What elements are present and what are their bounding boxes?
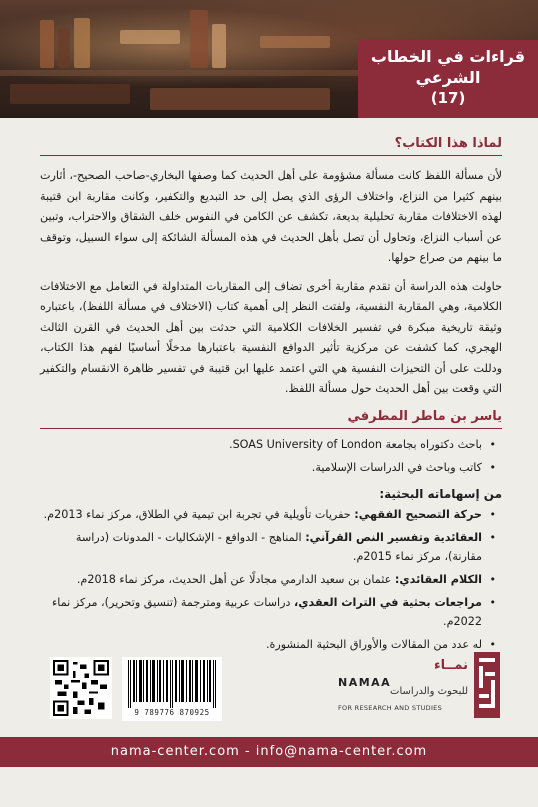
qr-code bbox=[50, 657, 112, 719]
publisher-name-ar: نمــاء bbox=[433, 658, 468, 673]
main-content bbox=[40, 132, 502, 658]
contributions-heading: من إسهاماته البحثية: bbox=[379, 486, 502, 501]
publisher-subtitle-en: FOR RESEARCH AND STUDIES bbox=[338, 704, 443, 712]
list-item: • العقائدية وتفسير النص القرآني: المناهج - الدوافع - الإشكاليات - المدونات (دراسة مقارنة)، مركز نماء 2015م. bbox=[75, 530, 496, 563]
list-item: • له عدد من المقالات والأوراق البحثية المنشورة. bbox=[265, 637, 496, 651]
author-name: ياسر بن ماطر المطرفي bbox=[347, 408, 502, 424]
list-item: • حركة التصحيح الفقهي: حفريات تأويلية في تجربة ابن تيمية في الطلاق، مركز نماء 2013م. bbox=[43, 507, 496, 521]
list-item: • باحث دكتوراه بجامعة SOAS University of London. bbox=[229, 437, 496, 451]
namaa-logo-icon bbox=[474, 652, 500, 718]
author-bio-list bbox=[40, 435, 502, 477]
list-item: • مراجعات بحثية في التراث العقدي، دراسات عربية ومترجمة (تنسيق وتحرير)، مركز نماء 2022م. bbox=[52, 595, 496, 628]
author-divider bbox=[40, 428, 502, 429]
heading-divider bbox=[40, 155, 502, 156]
series-title: قراءات في الخطاب الشرعي bbox=[370, 47, 526, 87]
contributions-list bbox=[40, 505, 502, 654]
isbn-barcode bbox=[122, 657, 222, 721]
footer-contact-bar: nama-center.com - info@nama-center.com bbox=[0, 737, 538, 767]
list-item: • الكلام العقائدي: عثمان بن سعيد الدارمي مجادلًا عن أهل الحديث، مركز نماء 2018م. bbox=[76, 572, 496, 586]
intro-paragraph-2: حاولت هذه الدراسة أن تقدم مقاربة أخرى تضاف إلى المقاربات المتداولة في التعامل مع الاختلافات الكلامية، وهي المقاربة النفسية، ولفتت النظر إلى أهمية كتاب (الاختلاف في مسألة اللفظ)، باعتباره وثيقة تاريخية مبكرة في تفسير الخلافات الكلامية التي حدثت بين أهل الحديث في القرن الثالث الهجري، كما كشفت عن مركزية تأثير الدوافع النفسية باعتبارها مدخلًا أساسيًا لفهم هذا الكتاب، ودللت على أن التحيزات النفسية هي التي اعتمد عليها ابن قتيبة في تفسير ظاهرة الانقسام والتكفير التي وقعت بين أهل الحديث حول مسألة اللفظ. bbox=[40, 279, 502, 395]
publisher-name-en: NAMAA bbox=[338, 676, 392, 689]
intro-paragraph-1: لأن مسألة اللفظ كانت مسألة مشؤومة على أهل الحديث كما وصفها البخاري-صاحب الصحيح-، أثارت بينهم كثيرا من النزاع، واختلاف الرؤى الذي يصل إلى حد التبديع والتكفير، وكانت مقاربة ابن قتيبة لهذه الاختلافات مقاربة تحليلية بديعة، تكشف عن الكامن في النفوس خلف الشقاق والاحتراب، وتبين عن أسباب النزاع، وتحاول أن تصل بأهل الحديث في هذه المسألة الشائكة إلى سواء السبيل، وتوقف ما بينهم من صراع حولها. bbox=[40, 169, 502, 264]
why-this-book-heading: لماذا هذا الكتاب؟ bbox=[394, 136, 502, 151]
publisher-logo bbox=[330, 650, 500, 728]
header-illustration bbox=[0, 0, 538, 118]
publisher-subtitle-ar: للبحوث والدراسات bbox=[390, 686, 468, 697]
list-item: • كاتب وباحث في الدراسات الإسلامية. bbox=[311, 460, 496, 474]
isbn-number: 9 789776 870925 bbox=[134, 708, 210, 717]
series-label-box bbox=[358, 40, 538, 118]
series-number: (17) bbox=[430, 89, 466, 107]
